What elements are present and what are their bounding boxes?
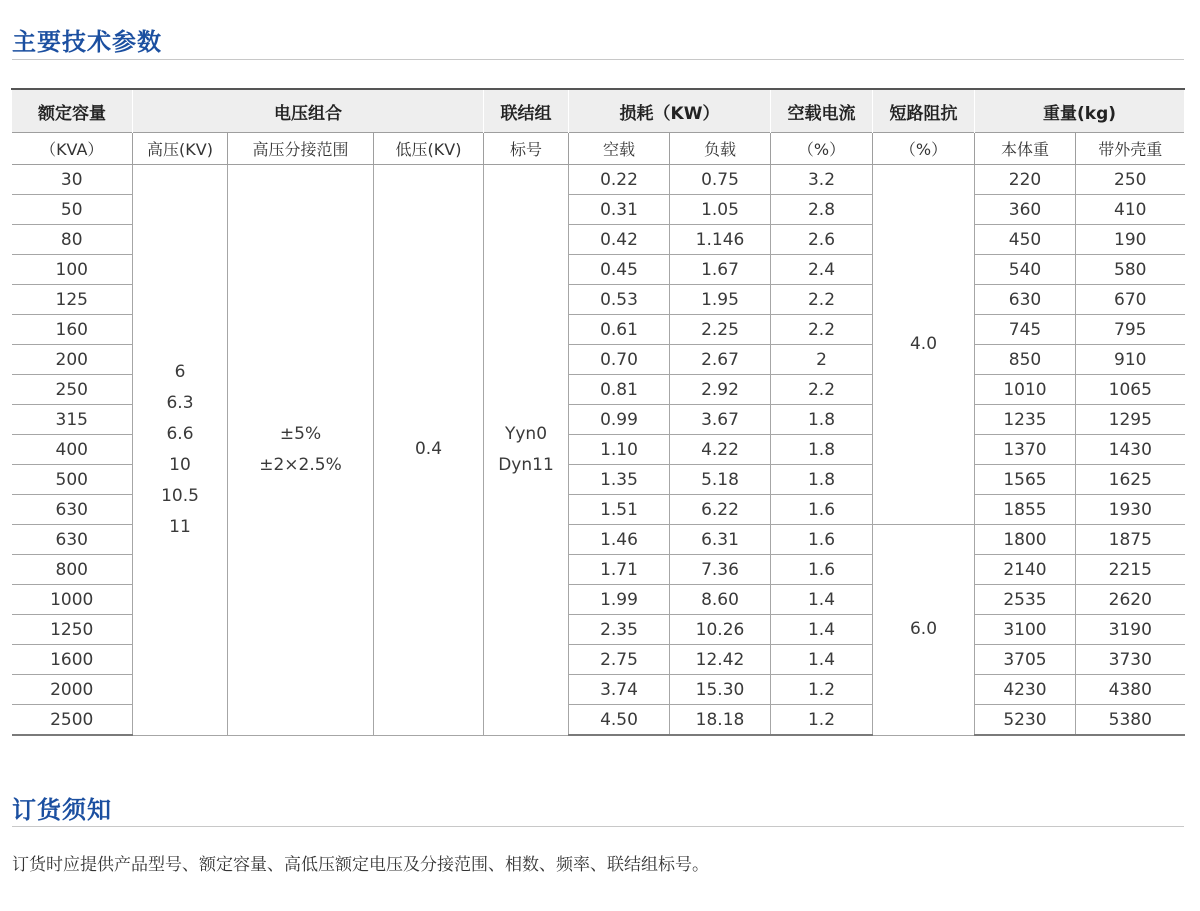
shell-weight-cell: 5380 [1076,705,1185,736]
no-load-loss-cell: 1.10 [569,435,670,465]
no-load-current-cell: 2.8 [771,195,873,225]
no-load-loss-cell: 0.31 [569,195,670,225]
no-load-loss-cell: 4.50 [569,705,670,736]
header-connection-group: 联结组 [484,89,569,133]
capacity-cell: 200 [12,345,133,375]
shell-weight-cell: 2620 [1076,585,1185,615]
body-weight-cell: 630 [975,285,1076,315]
capacity-cell: 125 [12,285,133,315]
shell-weight-cell: 910 [1076,345,1185,375]
shell-weight-cell: 2215 [1076,555,1185,585]
subheader-hv: 高压(KV) [133,133,228,165]
no-load-current-cell: 1.8 [771,435,873,465]
capacity-cell: 630 [12,525,133,555]
header-row-sub [12,133,1185,165]
no-load-loss-cell: 0.22 [569,165,670,195]
load-loss-cell: 8.60 [670,585,771,615]
no-load-current-cell: 1.4 [771,615,873,645]
capacity-cell: 500 [12,465,133,495]
connection-group-cell-value: Yyn0 [504,423,548,444]
no-load-loss-cell: 1.99 [569,585,670,615]
capacity-cell: 250 [12,375,133,405]
order-instructions: 订货时应提供产品型号、额定容量、高低压额定电压及分接范围、相数、频率、联结组标号。 [12,855,709,875]
shell-weight-cell: 1430 [1076,435,1185,465]
header-voltage-combo: 电压组合 [133,89,484,133]
header-weight: 重量(kg) [975,89,1185,133]
hv-voltage-cell-value: 6.3 [166,392,194,413]
header-no-load-current: 空载电流 [771,89,873,133]
no-load-loss-cell: 3.74 [569,675,670,705]
shell-weight-cell: 410 [1076,195,1185,225]
body-weight-cell: 220 [975,165,1076,195]
shell-weight-cell: 1065 [1076,375,1185,405]
header-capacity: 额定容量 [12,89,133,133]
subheader-load: 负载 [670,133,771,165]
load-loss-cell: 18.18 [670,705,771,736]
impedance-cell: 6.0 [873,525,975,736]
no-load-current-cell: 1.2 [771,675,873,705]
no-load-current-cell: 1.8 [771,465,873,495]
subheader-current-unit: （%） [771,133,873,165]
no-load-loss-cell: 1.71 [569,555,670,585]
subheader-impedance-unit: （%） [873,133,975,165]
body-weight-cell: 1855 [975,495,1076,525]
no-load-loss-cell: 1.35 [569,465,670,495]
specs-section-title: 主要技术参数 [12,28,162,56]
subheader-group-mark: 标号 [484,133,569,165]
capacity-cell: 1600 [12,645,133,675]
no-load-current-cell: 2.2 [771,375,873,405]
shell-weight-cell: 250 [1076,165,1185,195]
body-weight-cell: 850 [975,345,1076,375]
load-loss-cell: 0.75 [670,165,771,195]
shell-weight-cell: 4380 [1076,675,1185,705]
load-loss-cell: 1.67 [670,255,771,285]
body-weight-cell: 745 [975,315,1076,345]
body-weight-cell: 2535 [975,585,1076,615]
no-load-loss-cell: 1.51 [569,495,670,525]
shell-weight-cell: 1625 [1076,465,1185,495]
body-weight-cell: 360 [975,195,1076,225]
specs-section-divider [12,59,1184,60]
no-load-loss-cell: 0.61 [569,315,670,345]
body-weight-cell: 1010 [975,375,1076,405]
no-load-loss-cell: 2.35 [569,615,670,645]
tap-range-cell [228,165,374,736]
subheader-tap-range: 高压分接范围 [228,133,374,165]
body-weight-cell: 3705 [975,645,1076,675]
tap-range-cell-value: ±5% [279,423,322,444]
no-load-current-cell: 2.6 [771,225,873,255]
load-loss-cell: 1.146 [670,225,771,255]
spec-table [11,88,1185,736]
body-weight-cell: 5230 [975,705,1076,736]
lv-voltage-cell: 0.4 [374,165,484,736]
no-load-current-cell: 1.6 [771,525,873,555]
hv-voltage-cell [133,165,228,736]
capacity-cell: 80 [12,225,133,255]
shell-weight-cell: 3730 [1076,645,1185,675]
no-load-loss-cell: 0.81 [569,375,670,405]
capacity-cell: 400 [12,435,133,465]
body-weight-cell: 4230 [975,675,1076,705]
no-load-current-cell: 1.6 [771,495,873,525]
load-loss-cell: 2.67 [670,345,771,375]
subheader-capacity-unit: （KVA） [12,133,133,165]
no-load-current-cell: 1.6 [771,555,873,585]
header-impedance: 短路阻抗 [873,89,975,133]
shell-weight-cell: 1295 [1076,405,1185,435]
table-row [12,165,1185,195]
no-load-loss-cell: 0.42 [569,225,670,255]
load-loss-cell: 3.67 [670,405,771,435]
capacity-cell: 50 [12,195,133,225]
no-load-loss-cell: 2.75 [569,645,670,675]
body-weight-cell: 1800 [975,525,1076,555]
shell-weight-cell: 670 [1076,285,1185,315]
hv-voltage-cell-value: 10.5 [161,485,199,506]
shell-weight-cell: 1930 [1076,495,1185,525]
load-loss-cell: 15.30 [670,675,771,705]
capacity-cell: 1250 [12,615,133,645]
order-section-divider [12,826,1184,827]
body-weight-cell: 540 [975,255,1076,285]
body-weight-cell: 2140 [975,555,1076,585]
shell-weight-cell: 795 [1076,315,1185,345]
no-load-loss-cell: 0.53 [569,285,670,315]
capacity-cell: 100 [12,255,133,285]
load-loss-cell: 4.22 [670,435,771,465]
load-loss-cell: 6.31 [670,525,771,555]
no-load-current-cell: 2 [771,345,873,375]
body-weight-cell: 3100 [975,615,1076,645]
capacity-cell: 30 [12,165,133,195]
header-loss: 损耗（KW） [569,89,771,133]
hv-voltage-cell-value: 10 [169,454,191,475]
hv-voltage-cell-value: 6.6 [166,423,194,444]
no-load-loss-cell: 0.45 [569,255,670,285]
no-load-loss-cell: 1.46 [569,525,670,555]
load-loss-cell: 2.92 [670,375,771,405]
capacity-cell: 2500 [12,705,133,736]
load-loss-cell: 12.42 [670,645,771,675]
capacity-cell: 315 [12,405,133,435]
no-load-current-cell: 2.2 [771,285,873,315]
subheader-shell-weight: 带外壳重 [1076,133,1185,165]
shell-weight-cell: 1875 [1076,525,1185,555]
load-loss-cell: 1.05 [670,195,771,225]
body-weight-cell: 1235 [975,405,1076,435]
shell-weight-cell: 580 [1076,255,1185,285]
load-loss-cell: 6.22 [670,495,771,525]
no-load-current-cell: 3.2 [771,165,873,195]
no-load-current-cell: 1.8 [771,405,873,435]
capacity-cell: 800 [12,555,133,585]
load-loss-cell: 1.95 [670,285,771,315]
hv-voltage-cell-value: 6 [174,361,186,382]
order-section-title: 订货须知 [12,796,112,824]
body-weight-cell: 1370 [975,435,1076,465]
impedance-cell: 4.0 [873,165,975,525]
no-load-current-cell: 1.2 [771,705,873,736]
load-loss-cell: 5.18 [670,465,771,495]
body-weight-cell: 450 [975,225,1076,255]
no-load-current-cell: 2.4 [771,255,873,285]
header-row-main [12,89,1185,133]
no-load-current-cell: 1.4 [771,645,873,675]
capacity-cell: 2000 [12,675,133,705]
capacity-cell: 1000 [12,585,133,615]
subheader-lv: 低压(KV) [374,133,484,165]
hv-voltage-cell-value: 11 [169,516,191,537]
body-weight-cell: 1565 [975,465,1076,495]
shell-weight-cell: 190 [1076,225,1185,255]
load-loss-cell: 2.25 [670,315,771,345]
subheader-body-weight: 本体重 [975,133,1076,165]
no-load-loss-cell: 0.99 [569,405,670,435]
subheader-no-load: 空载 [569,133,670,165]
no-load-loss-cell: 0.70 [569,345,670,375]
capacity-cell: 630 [12,495,133,525]
connection-group-cell-value: Dyn11 [498,454,554,475]
no-load-current-cell: 1.4 [771,585,873,615]
capacity-cell: 160 [12,315,133,345]
no-load-current-cell: 2.2 [771,315,873,345]
spec-table-body [12,165,1185,736]
tap-range-cell-value: ±2×2.5% [259,454,342,475]
connection-group-cell [484,165,569,736]
load-loss-cell: 10.26 [670,615,771,645]
load-loss-cell: 7.36 [670,555,771,585]
shell-weight-cell: 3190 [1076,615,1185,645]
